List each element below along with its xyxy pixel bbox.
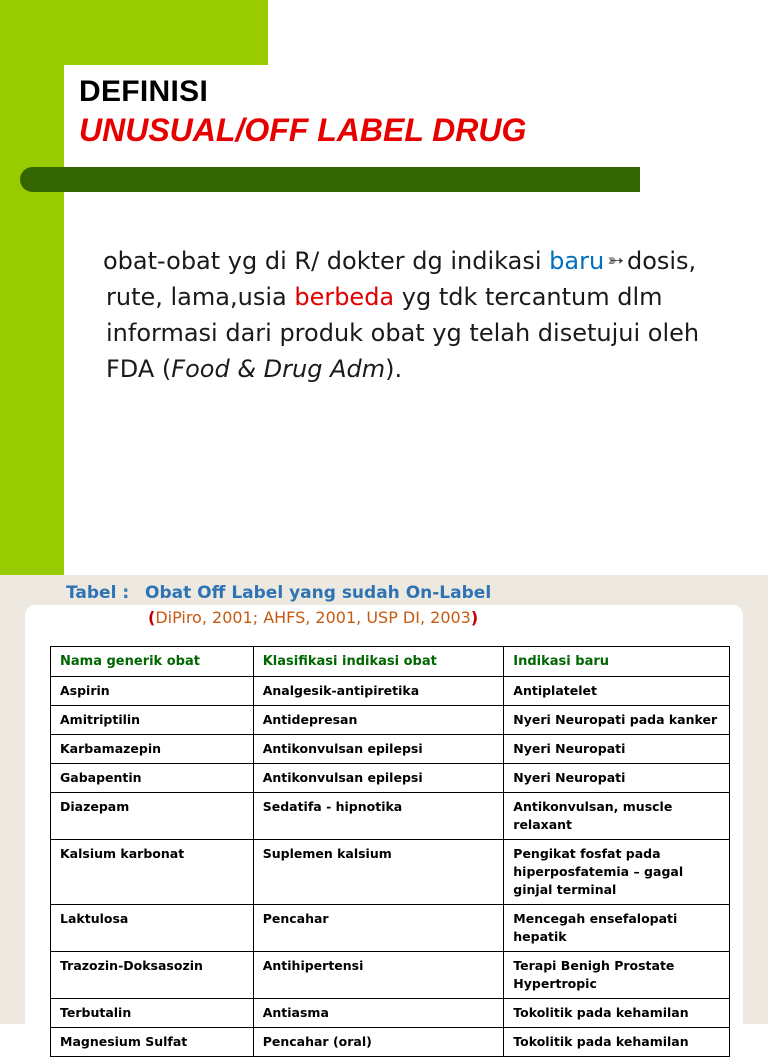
cell-new-indication: Pengikat fosfat pada hiperposfatemia – gagal ginjal terminal [504, 840, 730, 905]
definition-fda-expansion: Food & Drug Adm [171, 355, 386, 383]
slide-title: DEFINISI [79, 75, 209, 108]
table-row [51, 764, 730, 793]
definition-text-4b: ). [385, 355, 403, 383]
cell-generic-name: Gabapentin [51, 764, 254, 793]
table-source [148, 608, 478, 627]
table-row [51, 735, 730, 764]
off-label-drug-table [50, 646, 730, 1057]
cell-classification: Suplemen kalsium [253, 840, 504, 905]
definition-text-2a: rute, lama,usia [106, 283, 295, 311]
cell-new-indication: Antiplatelet [504, 677, 730, 706]
green-side-bar [0, 0, 64, 575]
cell-new-indication: Mencegah ensefalopati hepatik [504, 905, 730, 952]
definition-keyword-berbeda: berbeda [294, 283, 395, 311]
table-row [51, 905, 730, 952]
header-classification: Klasifikasi indikasi obat [253, 647, 504, 677]
slide-subtitle: UNUSUAL/OFF LABEL DRUG [79, 112, 527, 148]
cell-new-indication: Tokolitik pada kehamilan [504, 999, 730, 1028]
table-caption-text: Obat Off Label yang sudah On-Label [145, 583, 492, 603]
table-caption [66, 583, 491, 603]
definition-line-2 [106, 279, 746, 315]
cell-classification: Analgesik-antipiretika [253, 677, 504, 706]
definition-line-4 [106, 351, 746, 387]
cell-generic-name: Laktulosa [51, 905, 254, 952]
definition-text [103, 242, 746, 387]
table-row [51, 840, 730, 905]
table-row [51, 1028, 730, 1057]
cell-generic-name: Aspirin [51, 677, 254, 706]
definition-line-3: informasi dari produk obat yg telah disetujui oleh [106, 319, 700, 347]
green-top-corner [64, 0, 268, 65]
cell-generic-name: Trazozin-Doksasozin [51, 952, 254, 999]
table-row [51, 793, 730, 840]
cell-generic-name: Terbutalin [51, 999, 254, 1028]
cell-generic-name: Magnesium Sulfat [51, 1028, 254, 1057]
definition-text-1a: obat-obat yg di R/ dokter dg indikasi [103, 247, 550, 275]
definition-text-2b: yg tdk tercantum dlm [394, 283, 663, 311]
source-open-paren: ( [148, 608, 156, 627]
arrow-icon: ➳ [607, 248, 624, 272]
cell-classification: Pencahar [253, 905, 504, 952]
cell-new-indication: Antikonvulsan, muscle relaxant [504, 793, 730, 840]
cell-generic-name: Karbamazepin [51, 735, 254, 764]
cell-classification: Pencahar (oral) [253, 1028, 504, 1057]
table-header-row [51, 647, 730, 677]
header-new-indication: Indikasi baru [504, 647, 730, 677]
cell-classification: Antiasma [253, 999, 504, 1028]
cell-generic-name: Kalsium karbonat [51, 840, 254, 905]
cell-classification: Sedatifa - hipnotika [253, 793, 504, 840]
cell-generic-name: Diazepam [51, 793, 254, 840]
table-caption-label: Tabel : [66, 583, 130, 603]
cell-new-indication: Nyeri Neuropati pada kanker [504, 706, 730, 735]
definition-keyword-baru: baru [549, 247, 605, 275]
cell-new-indication: Tokolitik pada kehamilan [504, 1028, 730, 1057]
cell-new-indication: Terapi Benigh Prostate Hypertropic [504, 952, 730, 999]
source-close-paren: ) [470, 608, 479, 627]
table-row [51, 999, 730, 1028]
cell-generic-name: Amitriptilin [51, 706, 254, 735]
table-row [51, 706, 730, 735]
definition-text-1b: dosis, [626, 247, 697, 275]
table-row [51, 677, 730, 706]
cell-classification: Antihipertensi [253, 952, 504, 999]
header-generic-name: Nama generik obat [51, 647, 254, 677]
definition-line-1 [103, 242, 746, 279]
cell-new-indication: Nyeri Neuropati [504, 764, 730, 793]
cell-new-indication: Nyeri Neuropati [504, 735, 730, 764]
title-divider-bar [20, 167, 640, 192]
definition-text-4a: FDA ( [106, 355, 172, 383]
cell-classification: Antidepresan [253, 706, 504, 735]
cell-classification: Antikonvulsan epilepsi [253, 764, 504, 793]
source-citation: DiPiro, 2001; AHFS, 2001, USP DI, 2003 [155, 608, 471, 627]
cell-classification: Antikonvulsan epilepsi [253, 735, 504, 764]
table-row [51, 952, 730, 999]
